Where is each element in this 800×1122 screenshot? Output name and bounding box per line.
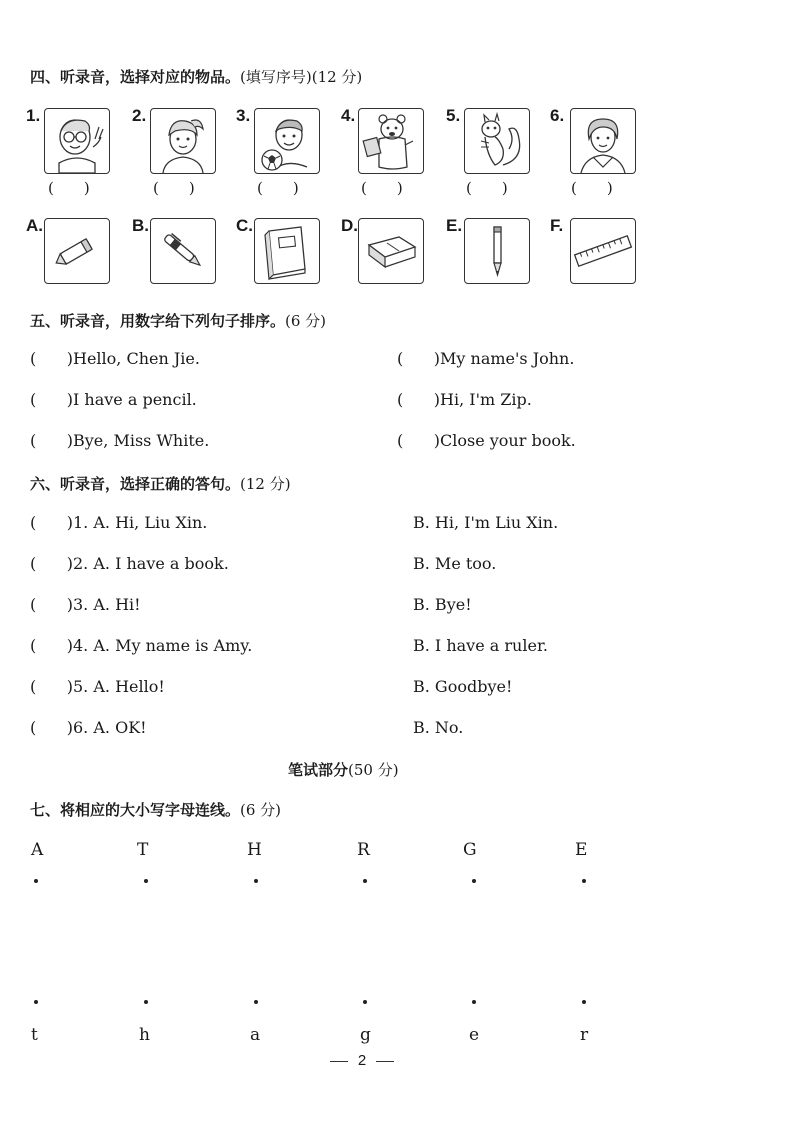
section6-title: 六、听录音，选择正确的答句。: [30, 475, 241, 493]
section5-left-row-2: ( )I have a pencil.: [30, 390, 197, 409]
section4-title: 四、听录音，选择对应的物品。: [30, 68, 241, 86]
crayon-icon: [45, 219, 109, 283]
option-b-2: B. Me too.: [413, 554, 497, 573]
item-number-2: 2.: [132, 106, 147, 125]
squirrel-icon: [465, 109, 529, 173]
section7-heading: [30, 799, 281, 820]
uppercase-letter-5: G: [463, 840, 477, 860]
picture-girl-ponytail: [150, 108, 216, 174]
lowercase-letter-3: a: [250, 1025, 261, 1045]
bear-with-book-icon: [359, 109, 423, 173]
uppercase-letter-2: T: [137, 840, 149, 860]
section6-row-4: ( )4. A. My name is Amy.: [30, 636, 253, 655]
item-letter-c: C.: [236, 216, 253, 235]
section7-title: 七、将相应的大小写字母连线。: [30, 801, 241, 819]
lowercase-letter-1: t: [31, 1025, 38, 1045]
ruler-icon: [571, 219, 635, 283]
item-number-1: 1.: [26, 106, 41, 125]
pencil-icon: [465, 219, 529, 283]
picture-squirrel: [464, 108, 530, 174]
section5-score: (6 分): [285, 312, 327, 330]
section5-right-row-2: ( )Hi, I'm Zip.: [397, 390, 532, 409]
boy-with-ball-icon: [255, 109, 319, 173]
picture-eraser: [358, 218, 424, 284]
page-number: 2: [357, 1052, 367, 1069]
page-footer: [322, 1052, 402, 1069]
item-letter-a: A.: [26, 216, 43, 235]
section5-left-row-3: ( )Bye, Miss White.: [30, 431, 210, 450]
picture-pen: [150, 218, 216, 284]
section5-right-row-1: ( )My name's John.: [397, 349, 575, 368]
upper-connect-dot-6[interactable]: [582, 879, 586, 883]
written-score: (50 分): [348, 761, 399, 779]
picture-bear-with-book: [358, 108, 424, 174]
picture-crayon: [44, 218, 110, 284]
option-b-4: B. I have a ruler.: [413, 636, 548, 655]
answer-blank-2[interactable]: ( ): [153, 179, 195, 197]
pen-icon: [151, 219, 215, 283]
answer-blank-1[interactable]: ( ): [48, 179, 90, 197]
option-b-1: B. Hi, I'm Liu Xin.: [413, 513, 559, 532]
uppercase-letter-6: E: [575, 840, 588, 860]
section6-row-2: ( )2. A. I have a book.: [30, 554, 229, 573]
section4-heading: [30, 66, 362, 87]
boy-with-glasses-icon: [45, 109, 109, 173]
option-a-5: 5. A. Hello!: [73, 677, 165, 696]
section6-row-6: ( )6. A. OK!: [30, 718, 147, 737]
picture-woman-short-hair: [570, 108, 636, 174]
item-letter-e: E.: [446, 216, 463, 235]
section6-score: (12 分): [240, 475, 291, 493]
item-number-3: 3.: [236, 106, 251, 125]
lower-connect-dot-5[interactable]: [472, 1000, 476, 1004]
section6-row-3: ( )3. A. Hi!: [30, 595, 141, 614]
option-b-6: B. No.: [413, 718, 464, 737]
section6-row-5: ( )5. A. Hello!: [30, 677, 165, 696]
picture-book: [254, 218, 320, 284]
sentence-left-3: Bye, Miss White.: [73, 431, 210, 450]
lower-connect-dot-3[interactable]: [254, 1000, 258, 1004]
uppercase-letter-3: H: [247, 840, 262, 860]
section5-right-row-3: ( )Close your book.: [397, 431, 576, 450]
answer-blank-3[interactable]: ( ): [257, 179, 299, 197]
woman-short-hair-icon: [571, 109, 635, 173]
option-a-2: 2. A. I have a book.: [73, 554, 229, 573]
picture-ruler: [570, 218, 636, 284]
picture-boy-with-ball: [254, 108, 320, 174]
item-letter-f: F.: [550, 216, 564, 235]
sentence-left-1: Hello, Chen Jie.: [73, 349, 200, 368]
upper-connect-dot-4[interactable]: [363, 879, 367, 883]
lower-connect-dot-1[interactable]: [34, 1000, 38, 1004]
upper-connect-dot-2[interactable]: [144, 879, 148, 883]
uppercase-letter-1: A: [31, 840, 44, 860]
lowercase-letter-2: h: [139, 1025, 150, 1045]
answer-blank-5[interactable]: ( ): [466, 179, 508, 197]
item-number-4: 4.: [341, 106, 356, 125]
section6-heading: [30, 473, 291, 494]
eraser-icon: [359, 219, 423, 283]
option-a-6: 6. A. OK!: [73, 718, 147, 737]
option-b-5: B. Goodbye!: [413, 677, 513, 696]
section5-title: 五、听录音，用数字给下列句子排序。: [30, 312, 286, 330]
footer-dash-right: [376, 1061, 394, 1062]
lower-connect-dot-2[interactable]: [144, 1000, 148, 1004]
item-letter-b: B.: [132, 216, 149, 235]
lowercase-letter-4: g: [360, 1025, 371, 1045]
lowercase-letter-6: r: [580, 1025, 589, 1045]
upper-connect-dot-1[interactable]: [34, 879, 38, 883]
option-a-1: 1. A. Hi, Liu Xin.: [73, 513, 208, 532]
picture-pencil: [464, 218, 530, 284]
item-number-5: 5.: [446, 106, 461, 125]
section5-left-row-1: ( )Hello, Chen Jie.: [30, 349, 200, 368]
answer-blank-6[interactable]: ( ): [571, 179, 613, 197]
section5-heading: [30, 310, 326, 331]
lower-connect-dot-6[interactable]: [582, 1000, 586, 1004]
upper-connect-dot-5[interactable]: [472, 879, 476, 883]
girl-ponytail-icon: [151, 109, 215, 173]
option-a-4: 4. A. My name is Amy.: [73, 636, 253, 655]
upper-connect-dot-3[interactable]: [254, 879, 258, 883]
lower-connect-dot-4[interactable]: [363, 1000, 367, 1004]
uppercase-letter-4: R: [357, 840, 370, 860]
option-b-3: B. Bye!: [413, 595, 472, 614]
book-icon: [255, 219, 319, 283]
written-part-heading: [288, 759, 399, 780]
section7-score: (6 分): [240, 801, 282, 819]
sentence-left-2: I have a pencil.: [73, 390, 197, 409]
picture-boy-with-glasses: [44, 108, 110, 174]
option-a-3: 3. A. Hi!: [73, 595, 141, 614]
item-number-6: 6.: [550, 106, 565, 125]
sentence-right-1: My name's John.: [440, 349, 575, 368]
sentence-right-2: Hi, I'm Zip.: [440, 390, 532, 409]
section6-row-1: ( )1. A. Hi, Liu Xin.: [30, 513, 208, 532]
answer-blank-4[interactable]: ( ): [361, 179, 403, 197]
item-letter-d: D.: [341, 216, 358, 235]
sentence-right-3: Close your book.: [440, 431, 576, 450]
section4-note: (填写序号)(12 分): [240, 68, 363, 86]
written-title: 笔试部分: [288, 761, 349, 779]
footer-dash-left: [330, 1061, 348, 1062]
lowercase-letter-5: e: [469, 1025, 480, 1045]
